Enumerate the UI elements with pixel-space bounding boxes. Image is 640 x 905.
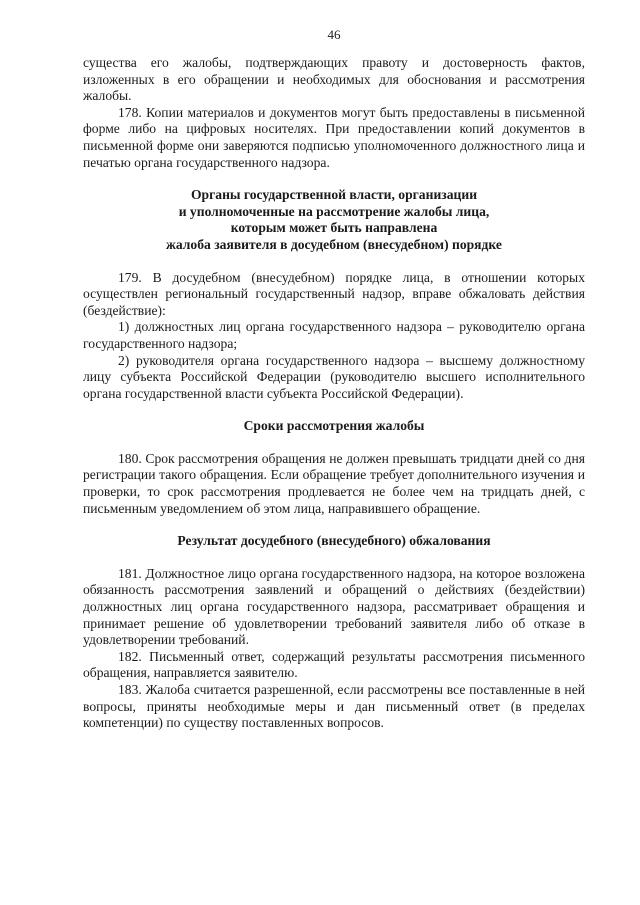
document-page (83, 27, 585, 732)
heading-line: и уполномоченные на рассмотрение жалобы лица, (178, 203, 490, 219)
heading-line: Органы государственной власти, организации (190, 187, 478, 203)
heading-line: которым может быть направлена (230, 220, 438, 236)
paragraph-continuation: существа его жалобы, подтверждающих правоту и достоверность фактов, изложенных в его обращении и необходимых для обоснования и рассмотрения жалобы. (83, 55, 585, 104)
heading-line: жалоба заявителя в досудебном (внесудебном) порядке (166, 236, 502, 252)
heading-line: Сроки рассмотрения жалобы (243, 418, 425, 434)
section-heading-result (83, 533, 585, 550)
paragraph-178: 178. Копии материалов и документов могут быть предоставлены в письменной форме либо на цифровых носителях. При предоставлении копий документов в письменной форме они заверяются подписью уполномоченного должностного лица и печатью органа государственного надзора. (83, 104, 585, 170)
heading-line: Результат досудебного (внесудебного) обжалования (177, 533, 491, 549)
paragraph-181: 181. Должностное лицо органа государственного надзора, на которое возложена обязанность рассмотрения заявлений и обращений о действиях (бездействии) должностных лиц органа государственного надзора, рассматривает обращения и принимает решение об удовлетворении требований заявителя либо об отказе в удовлетворении требований. (83, 565, 585, 648)
paragraph-180: 180. Срок рассмотрения обращения не должен превышать тридцати дней со дня регистрации такого обращения. Если обращение требует дополнительного изучения и проверки, то срок рассмотрения продлевается не более чем на тридцать дней, с письменным уведомлением об этом лица, направившего обращение. (83, 450, 585, 516)
page-number: 46 (327, 27, 341, 42)
paragraph-179-item-1: 1) должностных лиц органа государственного надзора – руководителю органа государственного надзора; (83, 319, 585, 351)
section-heading-authorities (83, 187, 585, 253)
paragraph-183: 183. Жалоба считается разрешенной, если рассмотрены все поставленные в ней вопросы, приняты необходимые меры и дан письменный ответ (в пределах компетенции) по существу поставленных вопросов. (83, 682, 585, 731)
section-heading-terms (83, 418, 585, 435)
paragraph-179-item-2: 2) руководителя органа государственного надзора – высшему должностному лицу субъекта Российской Федерации (руководителю высшего исполнительного органа государственной власти субъекта Российской Федерации). (83, 352, 585, 401)
paragraph-179: 179. В досудебном (внесудебном) порядке лица, в отношении которых осуществлен региональный государственный надзор, вправе обжаловать действия (бездействие): (83, 269, 585, 318)
paragraph-182: 182. Письменный ответ, содержащий результаты рассмотрения письменного обращения, направляется заявителю. (83, 648, 585, 681)
